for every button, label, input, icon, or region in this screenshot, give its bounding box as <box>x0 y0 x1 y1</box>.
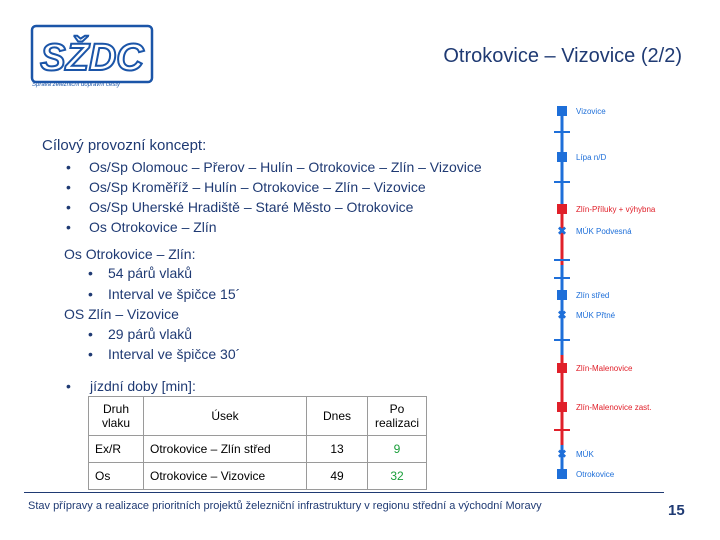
station-label: Zlín-Příluky + výhybna <box>576 205 656 214</box>
station-label: Vizovice <box>576 107 606 116</box>
os-zlin-item: • Interval ve špičce 15´ <box>88 286 241 302</box>
crossing-icon: ✖ <box>556 447 568 461</box>
station-label: Zlín-Malenovice zast. <box>576 403 652 412</box>
station-label: Zlín-Malenovice <box>576 364 633 373</box>
route-list <box>64 157 482 237</box>
cell-type: Os <box>89 463 144 490</box>
station-label: MÚK Podvesná <box>576 227 632 236</box>
cell-after: 32 <box>368 463 427 490</box>
cell-type: Ex/R <box>89 436 144 463</box>
cell-today: 49 <box>307 463 368 490</box>
os-zlin-item: • 54 párů vlaků <box>88 265 193 281</box>
route-item: • Os/Sp Olomouc – Přerov – Hulín – Otrokovice – Zlín – Vizovice <box>64 157 482 177</box>
station-label: MÚK Přtné <box>576 311 616 320</box>
stations <box>557 106 656 479</box>
os-vizovice-item: • 29 párů vlaků <box>88 326 193 342</box>
station-marker <box>557 402 567 412</box>
travel-times-table <box>88 396 427 490</box>
crossing-icon: ✖ <box>556 224 568 238</box>
os-vizovice-heading: OS Zlín – Vizovice <box>64 306 179 322</box>
times-label: • jízdní doby [min]: <box>66 378 196 394</box>
station-marker <box>557 363 567 373</box>
logo-caption: Správa železniční dopravní cesty <box>32 82 121 88</box>
os-vizovice-item: • Interval ve špičce 30´ <box>88 346 241 362</box>
page-title: Otrokovice – Vizovice (2/2) <box>443 45 682 67</box>
station-label: Lípa n/D <box>576 153 607 162</box>
cell-section: Otrokovice – Zlín střed <box>144 436 307 463</box>
cell-section: Otrokovice – Vizovice <box>144 463 307 490</box>
col-header-type: Druh vlaku <box>89 397 144 436</box>
station-label: Zlín střed <box>576 291 610 300</box>
svg-text:SŽDC: SŽDC <box>40 37 144 79</box>
footer-divider <box>24 492 664 493</box>
col-header-after: Po realizaci <box>368 397 427 436</box>
station-marker <box>557 204 567 214</box>
station-marker <box>557 106 567 116</box>
cell-after: 9 <box>368 436 427 463</box>
station-marker <box>557 469 567 479</box>
station-label: MÚK <box>576 450 594 459</box>
station-label: Otrokovice <box>576 470 615 479</box>
station-marker <box>557 152 567 162</box>
route-item: • Os/Sp Uherské Hradiště – Staré Město – Otrokovice <box>64 197 482 217</box>
col-header-section: Úsek <box>144 397 307 436</box>
route-item: • Os/Sp Kroměříž – Hulín – Otrokovice – Zlín – Vizovice <box>64 177 482 197</box>
table-row <box>89 463 427 490</box>
concept-heading: Cílový provozní koncept: <box>42 137 207 154</box>
crossing-icon: ✖ <box>556 308 568 322</box>
footer-text: Stav přípravy a realizace prioritních projektů železniční infrastruktury v regionu střední a východní Moravy <box>28 500 542 512</box>
page-number: 15 <box>668 502 685 519</box>
line-diagram <box>540 100 700 490</box>
station-marker <box>557 290 567 300</box>
cell-today: 13 <box>307 436 368 463</box>
table-row <box>89 436 427 463</box>
table-header-row <box>89 397 427 436</box>
route-item: • Os Otrokovice – Zlín <box>64 217 482 237</box>
os-zlin-heading: Os Otrokovice – Zlín: <box>64 246 196 262</box>
col-header-today: Dnes <box>307 397 368 436</box>
